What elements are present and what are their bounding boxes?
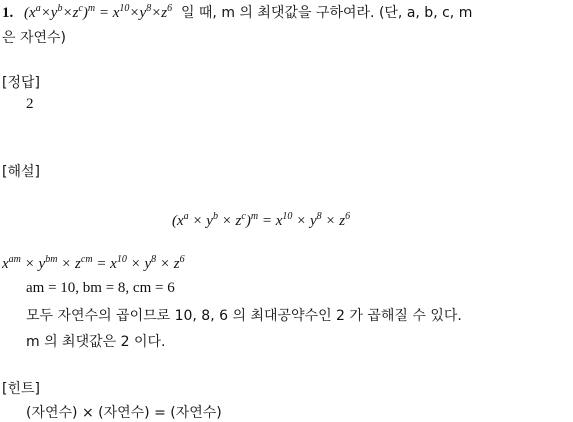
problem-number: 1.: [2, 5, 14, 21]
explanation-gcd-line: 모두 자연수의 곱이므로 10, 8, 6 의 최대공약수인 2 가 곱해질 수 있다.: [26, 308, 462, 324]
answer-value: 2: [26, 96, 34, 112]
explanation-center-equation: $(x^a \times y^b \times z^c)^m = x^{10} \times y^8 \times z^6$: [172, 211, 351, 229]
explanation-conclusion: m 의 최댓값은 2 이다.: [26, 334, 166, 350]
explanation-conditions: am = 10, bm = 8, cm = 6: [26, 280, 175, 296]
hint-heading: [힌트]: [2, 381, 40, 397]
problem-line-1: [2, 2, 472, 22]
answer-heading: [정답]: [2, 75, 40, 91]
explanation-heading: [해설]: [2, 164, 40, 180]
hint-text: (자연수) × (자연수) = (자연수): [26, 405, 222, 421]
problem-text: 일 때, m 의 최댓값을 구하여라. (단, a, b, c, m: [180, 5, 473, 21]
problem-line-2: 은 자연수): [2, 30, 67, 46]
problem-expression: $(x^a\times y^b\times z^c)^m = x^{10}\times y^8\times z^6$: [24, 3, 173, 21]
explanation-expanded-equation: $x^{am} \times y^{bm} \times z^{cm} = x^{10} \times y^8 \times z^6$: [2, 254, 185, 272]
